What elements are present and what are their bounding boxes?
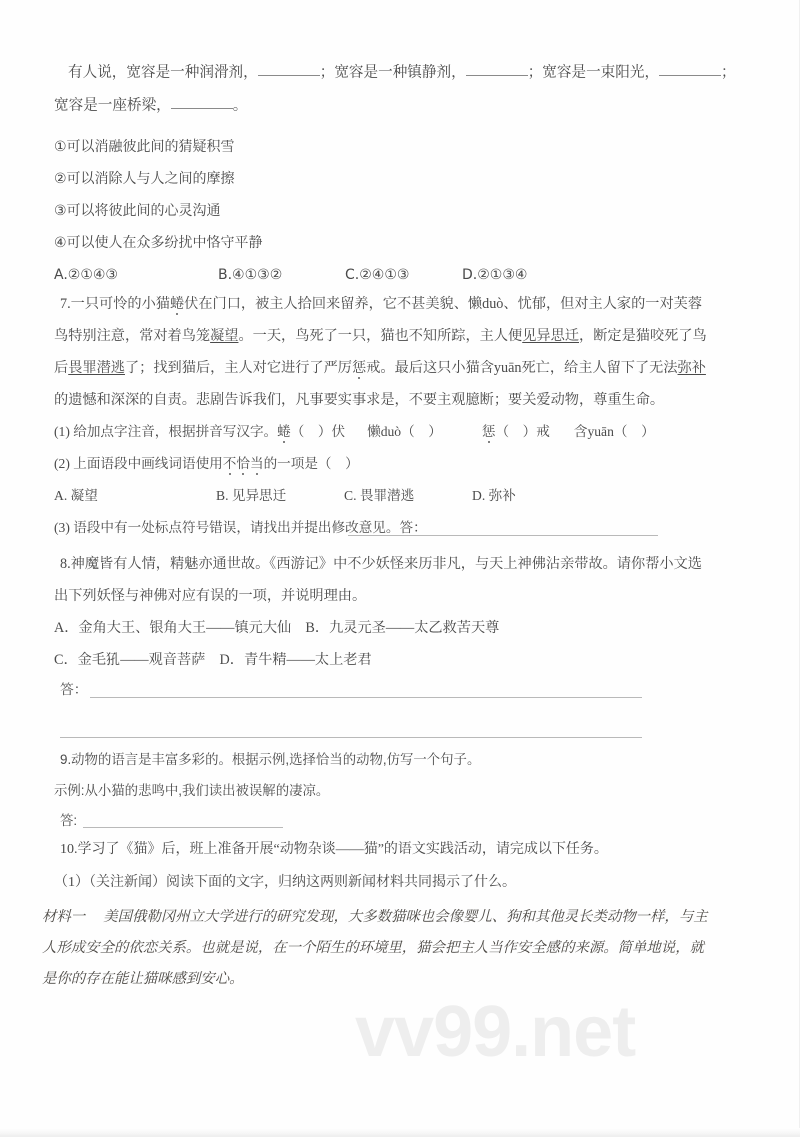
q7-sub2-choice-a[interactable]: A. 凝望 (54, 488, 98, 503)
q7-sub3-answer-rule[interactable] (348, 535, 658, 536)
q7-sub1-item2[interactable]: 懒duò（ ） (367, 424, 442, 439)
intro-choice-d[interactable]: D.②①③④ (462, 267, 528, 283)
question9-stem (60, 753, 480, 766)
material-one-label: 材料一 (42, 909, 86, 925)
q7-sub1-emphasis-quan: 蜷 (277, 424, 291, 439)
intro-blank-2[interactable] (466, 62, 528, 76)
question8-answer-label: 答： (60, 682, 88, 697)
question8-stem-line-2: 出下列妖怪与神佛对应有误的一项，并说明理由。 (54, 588, 367, 604)
q7-p2-b: 。一天，鸟死了一只，猫也不知所踪，主人便 (238, 328, 523, 344)
intro-cloze-seg-d: ； (721, 64, 736, 81)
q7-p2-a: 鸟特别注意，常对着鸟笼 (54, 328, 211, 344)
question7-passage-line-1 (60, 297, 702, 311)
question9-answer-rule[interactable] (83, 827, 283, 828)
intro-blank-1[interactable] (258, 62, 320, 76)
question10-material-line-2: 人形成安全的依恋关系。也就是说，在一个陌生的环境里，猫会把主人当作安全感的来源。简单地说，就 (42, 940, 704, 956)
q7-sub1-label: (1) 给加点字注音，根据拼音写汉字。 (54, 424, 278, 439)
question7-number: 7. (60, 296, 71, 312)
question10-material-line-3: 是你的存在能让猫咪感到安心。 (42, 971, 244, 987)
q10-stem-text: 学习了《猫》后，班上准备开展“动物杂谈——猫”的语文实践活动，请完成以下任务。 (77, 842, 608, 857)
intro-cloze-line-2 (54, 95, 247, 113)
q7-underline-jianyisiqian: 见异思迁 (522, 328, 579, 344)
question8-answer-rule-2[interactable] (60, 737, 642, 738)
q7-underline-mibu: 弥补 (677, 360, 706, 376)
q7-sub2-choice-b[interactable]: B. 见异思迁 (216, 488, 287, 503)
intro-cloze-seg-e: 宽容是一座桥梁， (54, 97, 171, 114)
intro-cloze-seg-f: 。 (232, 97, 248, 114)
q7-p3-c: 戒。最后这只小猫含yuān死亡，给主人留下了无法 (366, 360, 678, 376)
intro-cloze-seg-a: 有人说，宽容是一种润滑剂， (68, 64, 258, 81)
intro-option-3: ③可以将彼此间的心灵沟通 (54, 203, 221, 219)
intro-option-2: ②可以消除人与人之间的摩擦 (54, 171, 235, 187)
q7-underline-weizuiqiantao: 畏罪潜逃 (68, 360, 125, 376)
q7-p2-c: ，断定是猫咬死了鸟 (579, 328, 707, 344)
q7-emphasis-cheng: 惩 (351, 360, 367, 376)
question9-answer-label: 答: (60, 813, 78, 828)
question10-number: 10. (60, 842, 78, 857)
intro-blank-4[interactable] (171, 95, 233, 109)
q7-p1-a: 一只可怜的小猫 (70, 296, 170, 312)
intro-choice-a[interactable]: A.②①④③ (54, 267, 118, 283)
question7-sub1 (54, 425, 655, 439)
q7-sub1-emphasis-cheng: 惩 (481, 424, 496, 439)
question9-example: 示例:从小猫的悲鸣中,我们读出被误解的凄凉。 (54, 783, 330, 798)
question7-passage-line-3 (54, 361, 706, 375)
q7-p3-b: 了；找到猫后，主人对它进行了严厉 (124, 360, 352, 376)
q7-p3-a: 后 (54, 360, 69, 376)
question9-number: 9. (60, 752, 72, 767)
intro-cloze-line-1 (68, 62, 736, 80)
q7-sub1-item4[interactable]: 含yuān（ ） (573, 424, 655, 439)
q7-sub1-item3[interactable]: （ ）戒 (495, 424, 550, 439)
question7-sub2 (54, 457, 359, 471)
intro-option-1: ①可以消融彼此间的猜疑积雪 (54, 139, 235, 155)
intro-cloze-seg-c: ；宽容是一束阳光， (527, 64, 660, 81)
intro-option-4: ④可以使人在众多纷扰中恪守平静 (54, 235, 263, 251)
q7-sub1-item1[interactable]: （ ）伏 (290, 424, 346, 439)
question7-passage-line-4: 的遗憾和深深的自责。悲剧告诉我们，凡事要实事求是，不要主观臆断；要关爱动物，尊重生命。 (54, 392, 665, 408)
question8-choices-line-2[interactable]: C．金毛犼——观音菩萨 D．青牛精——太上老君 (54, 652, 372, 668)
question7-sub3: (3) 语段中有一处标点符号错误，请找出并提出修改意见。答： (54, 520, 427, 535)
question8-choices-line-1[interactable]: A．金角大王、银角大王——镇元大仙 B．九灵元圣——太乙救苦天尊 (54, 620, 500, 636)
question8-number: 8. (60, 556, 71, 572)
question10-sub1: （1）（关注新闻）阅读下面的文字，归纳这两则新闻材料共同揭示了什么。 (54, 875, 516, 890)
page-bottom-edge (0, 1128, 800, 1136)
intro-cloze-seg-b: ；宽容是一种镇静剂， (319, 64, 466, 81)
question8-stem-line-1 (60, 557, 702, 571)
q7-p1-b: 伏在门口，被主人拾回来留养，它不甚美貌、懒duò、忧郁，但对主人家的一对芙蓉 (184, 296, 703, 312)
intro-blank-3[interactable] (659, 62, 721, 76)
q7-sub2-choice-d[interactable]: D. 弥补 (472, 488, 516, 503)
q7-underline-ningwang: 凝望 (210, 328, 239, 344)
q7-emphasis-quan: 蜷 (169, 296, 185, 312)
q7-sub2-emphasis-bugiadang: 不恰当 (222, 456, 264, 471)
q7-sub2-label-b[interactable]: 的一项是（ ） (263, 456, 359, 471)
q7-sub2-label-a: (2) 上面语段中画线词语使用 (54, 456, 223, 471)
material-one-text-a: 美国俄勒冈州立大学进行的研究发现，大多数猫咪也会像婴儿、狗和其他灵长类动物一样，与主 (103, 909, 708, 925)
question10-material-line-1 (42, 910, 708, 924)
q9-stem-text: 动物的语言是丰富多彩的。根据示例,选择恰当的动物,仿写一个句子。 (71, 752, 481, 767)
question8-answer-rule-1[interactable] (90, 697, 642, 698)
intro-choice-c[interactable]: C.②④①③ (345, 267, 410, 283)
question7-passage-line-2 (54, 329, 707, 343)
q8-stem-a: 神魔皆有人情，精魅亦通世故。《西游记》中不少妖怪来历非凡，与天上神佛沾亲带故。请你帮小文选 (70, 556, 702, 572)
watermark-vv99net: vv99.net (355, 992, 636, 1072)
q7-sub2-choice-c[interactable]: C. 畏罪潜逃 (344, 488, 415, 503)
intro-choice-b[interactable]: B.④①③② (218, 267, 283, 283)
question10-stem (60, 843, 608, 857)
